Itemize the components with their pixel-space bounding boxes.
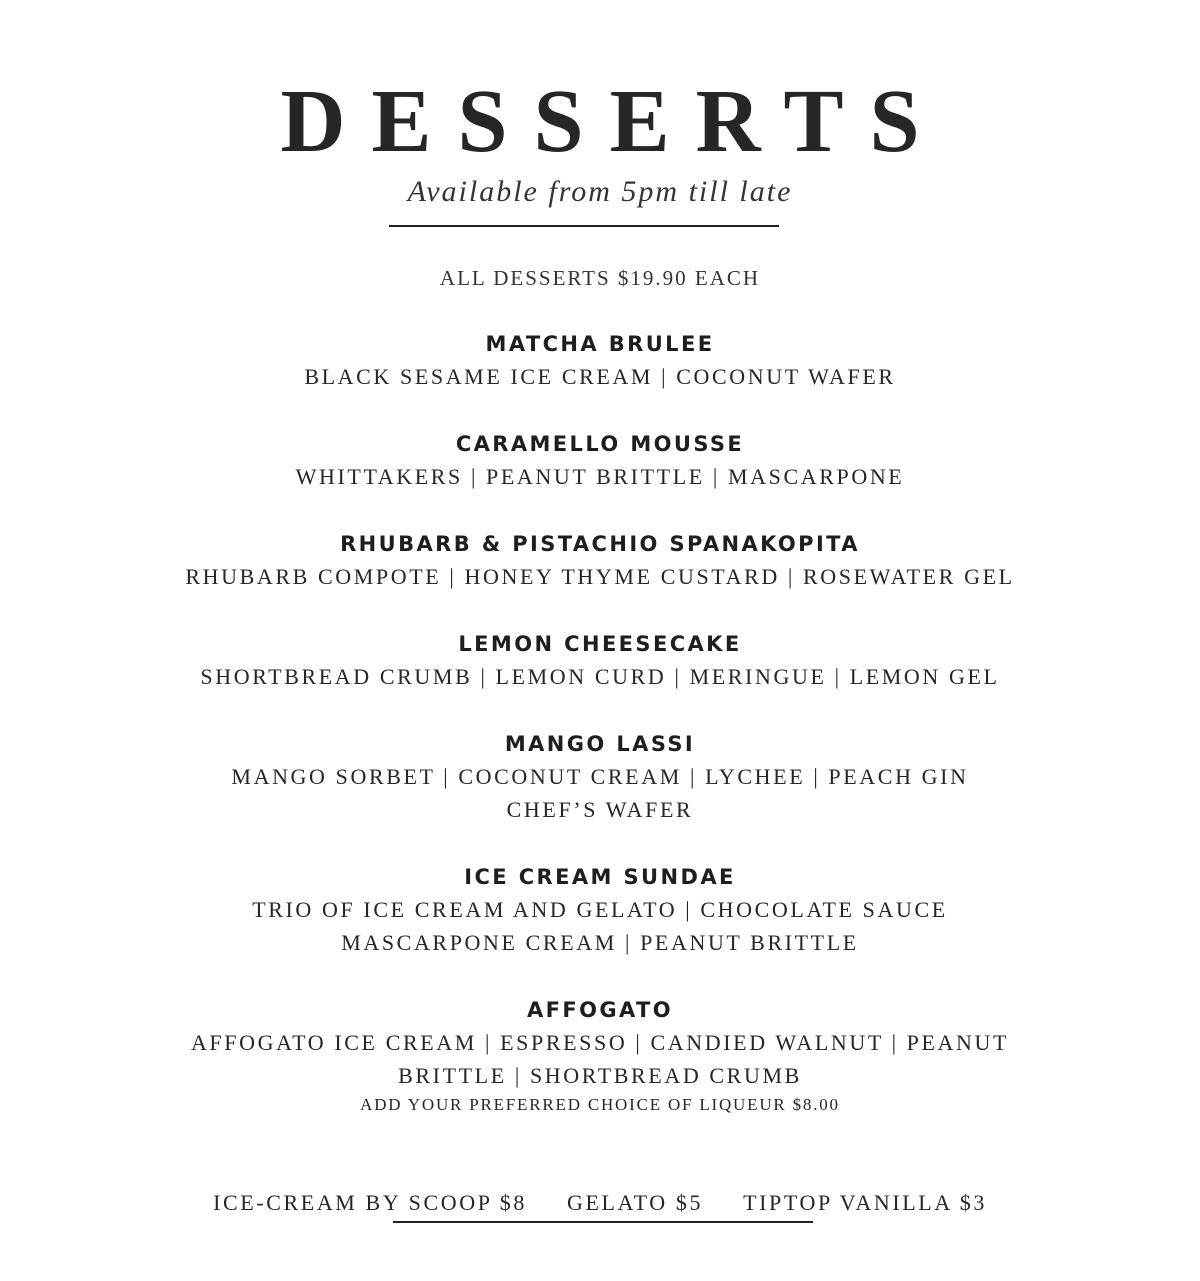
- menu-item-description: BLACK SESAME ICE CREAM | COCONUT WAFER: [304, 364, 896, 389]
- menu-item-description: WHITTAKERS | PEANUT BRITTLE | MASCARPONE: [295, 464, 905, 489]
- menu-item-name: CARAMELLO MOUSSE: [455, 432, 745, 456]
- menu-item-name: LEMON CHEESECAKE: [458, 632, 742, 656]
- price-note: ALL DESSERTS $19.90 EACH: [439, 266, 761, 290]
- menu-title: DESSERTS: [280, 72, 946, 171]
- menu-item-description: TRIO OF ICE CREAM AND GELATO | CHOCOLATE SAUCE: [252, 897, 948, 922]
- menu-item-description: RHUBARB COMPOTE | HONEY THYME CUSTARD | ROSEWATER GEL: [185, 564, 1015, 589]
- menu-item-description: SHORTBREAD CRUMB | LEMON CURD | MERINGUE | LEMON GEL: [200, 664, 1000, 689]
- menu-item-mango-lassi: [0, 728, 1200, 826]
- menu-item-ice-cream-sundae: [0, 861, 1200, 959]
- menu-item-name: MATCHA BRULEE: [485, 332, 715, 356]
- extra-ice-cream-scoop: ICE-CREAM BY SCOOP $8: [213, 1190, 528, 1215]
- title-divider: [389, 225, 779, 227]
- extra-tiptop-vanilla: TIPTOP VANILLA $3: [743, 1190, 987, 1215]
- menu-item-caramello-mousse: [0, 428, 1200, 493]
- liqueur-addon-note: ADD YOUR PREFERRED CHOICE OF LIQUEUR $8.00: [360, 1095, 840, 1114]
- menu-subtitle: Available from 5pm till late: [407, 175, 793, 208]
- extras-line: [0, 1185, 1200, 1221]
- menu-item-description: MASCARPONE CREAM | PEANUT BRITTLE: [341, 930, 859, 955]
- menu-item-description: AFFOGATO ICE CREAM | ESPRESSO | CANDIED WALNUT | PEANUT: [190, 1030, 1010, 1055]
- menu-item-rhubarb-pistachio-spanakopita: [0, 528, 1200, 593]
- menu-item-description: CHEF’S WAFER: [506, 797, 694, 822]
- menu-item-name: RHUBARB & PISTACHIO SPANAKOPITA: [340, 532, 860, 556]
- extra-gelato: GELATO $5: [567, 1190, 704, 1215]
- menu-item-lemon-cheesecake: [0, 628, 1200, 693]
- menu-item-matcha-brulee: [0, 328, 1200, 393]
- menu-item-affogato: [0, 994, 1200, 1118]
- menu-item-name: ICE CREAM SUNDAE: [464, 865, 736, 889]
- footer-divider: [393, 1221, 813, 1223]
- menu-item-description: MANGO SORBET | COCONUT CREAM | LYCHEE | PEACH GIN: [231, 764, 969, 789]
- menu-item-description: BRITTLE | SHORTBREAD CRUMB: [398, 1063, 802, 1088]
- menu-item-name: MANGO LASSI: [504, 732, 696, 756]
- menu-item-name: AFFOGATO: [526, 998, 674, 1022]
